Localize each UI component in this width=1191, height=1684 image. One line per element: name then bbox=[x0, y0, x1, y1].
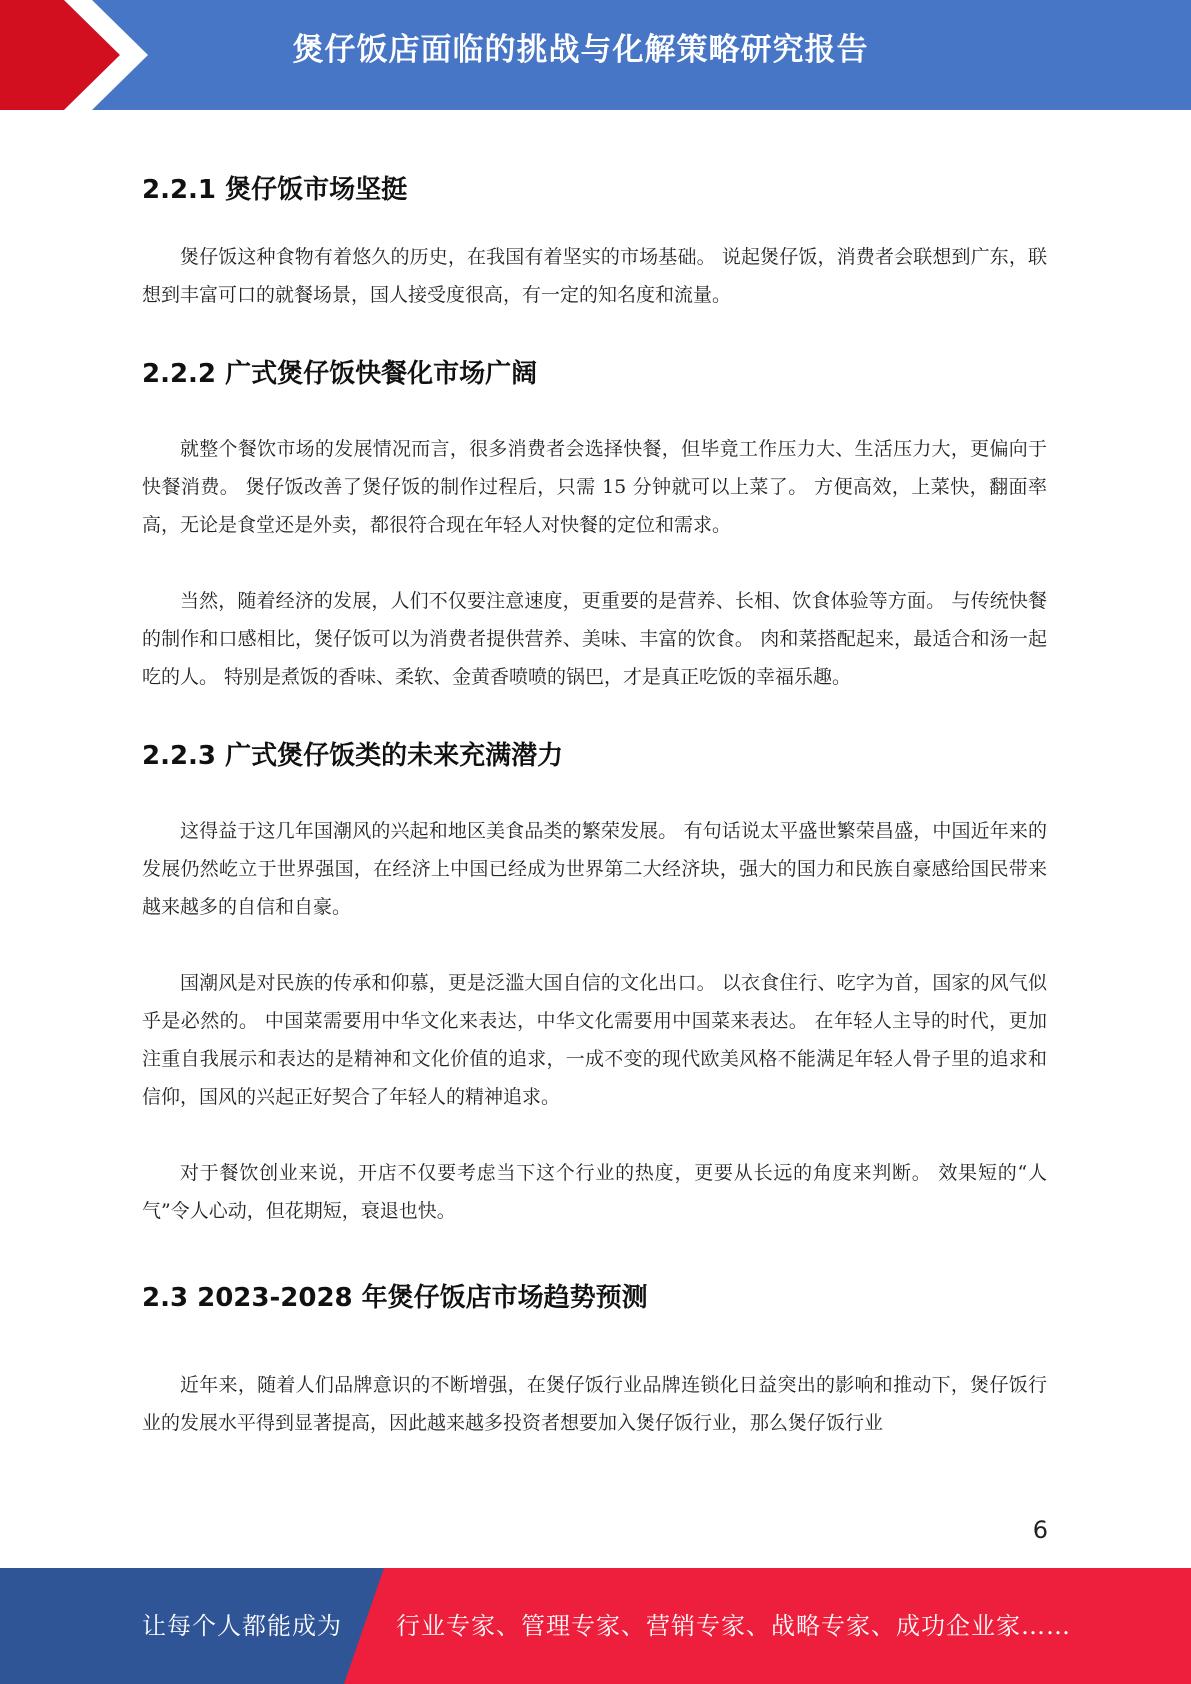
page-header bbox=[0, 0, 1191, 110]
section-heading: 2.2.2 广式煲仔饭快餐化市场广阔 bbox=[142, 359, 538, 389]
paragraph: 这得益于这几年国潮风的兴起和地区美食品类的繁荣发展。 有句话说太平盛世繁荣昌盛，中国近年来的发展仍然屹立于世界强国，在经济上中国已经成为世界第二大经济块，强大的国力和民族自豪感给国民带来越来越多的自信和自豪。 bbox=[142, 820, 1047, 918]
header-arrow-decoration bbox=[0, 0, 160, 110]
footer-slogan-left: 让每个人都能成为 bbox=[142, 1612, 342, 1640]
paragraph: 就整个餐饮市场的发展情况而言，很多消费者会选择快餐，但毕竟工作压力大、生活压力大，更偏向于快餐消费。 煲仔饭改善了煲仔饭的制作过程后，只需 15 分钟就可以上菜了。 方便高效，上菜快，翻面率高，无论是食堂还是外卖，都很符合现在年轻人对快餐的定位和需求。 bbox=[142, 438, 1047, 536]
document-body bbox=[142, 160, 1047, 1442]
paragraph: 国潮风是对民族的传承和仰慕，更是泛滥大国自信的文化出口。 以衣食住行、吃字为首，国家的风气似乎是必然的。 中国菜需要用中华文化来表达，中华文化需要用中国菜来表达。 在年轻人主导的时代，更加注重自我展示和表达的是精神和文化价值的追求，一成不变的现代欧美风格不能满足年轻人骨子里的追求和信仰，国风的兴起正好契合了年轻人的精神追求。 bbox=[142, 972, 1047, 1108]
page-number: 6 bbox=[1032, 1516, 1048, 1544]
paragraph: 近年来，随着人们品牌意识的不断增强，在煲仔饭行业品牌连锁化日益突出的影响和推动下，煲仔饭行业的发展水平得到显著提高，因此越来越多投资者想要加入煲仔饭行业，那么煲仔饭行业 bbox=[142, 1374, 1047, 1434]
paragraph: 对于餐饮创业来说，开店不仅要考虑当下这个行业的热度，更要从长远的角度来判断。 效果短的“人气”令人心动，但花期短，衰退也快。 bbox=[142, 1162, 1047, 1222]
section-heading: 2.2.3 广式煲仔饭类的未来充满潜力 bbox=[142, 741, 564, 771]
paragraph: 煲仔饭这种食物有着悠久的历史，在我国有着坚实的市场基础。 说起煲仔饭，消费者会联想到广东，联想到丰富可口的就餐场景，国人接受度很高，有一定的知名度和流量。 bbox=[142, 246, 1047, 306]
footer-slogan-right: 行业专家、管理专家、营销专家、战略专家、成功企业家…… bbox=[396, 1612, 1071, 1640]
paragraph: 当然，随着经济的发展，人们不仅要注意速度，更重要的是营养、长相、饮食体验等方面。 与传统快餐的制作和口感相比，煲仔饭可以为消费者提供营养、美味、丰富的饮食。 肉和菜搭配起来，最适合和汤一起吃的人。 特别是煮饭的香味、柔软、金黄香喷喷的锅巴，才是真正吃饭的幸福乐趣。 bbox=[142, 590, 1047, 688]
page-footer bbox=[0, 1568, 1191, 1684]
report-title: 煲仔饭店面临的挑战与化解策略研究报告 bbox=[292, 32, 869, 68]
section-heading: 2.2.1 煲仔饭市场坚挺 bbox=[142, 175, 408, 205]
section-heading: 2.3 2023-2028 年煲仔饭店市场趋势预测 bbox=[142, 1283, 648, 1313]
